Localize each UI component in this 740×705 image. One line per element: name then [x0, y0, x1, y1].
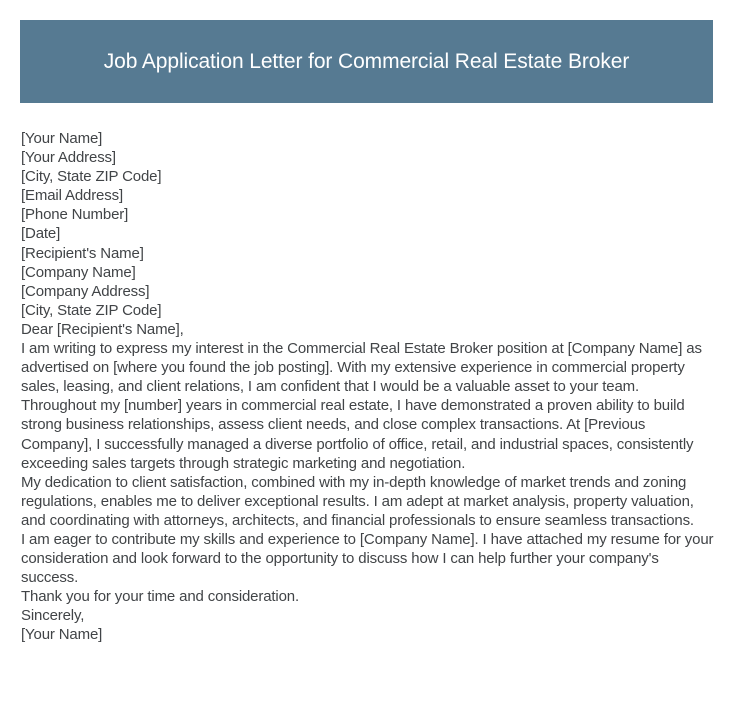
salutation: Dear [Recipient's Name], [21, 320, 184, 338]
closing-line: Thank you for your time and consideration. [21, 588, 300, 606]
address-line: [Phone Number] [21, 206, 129, 224]
address-line: [Company Address] [21, 282, 150, 300]
address-line: [Your Address] [21, 149, 116, 167]
address-line: [Email Address] [21, 187, 123, 205]
address-block [21, 129, 716, 320]
address-line: [Your Name] [21, 130, 103, 147]
signature: [Your Name] [21, 626, 103, 644]
address-line: [Recipient's Name] [21, 244, 144, 262]
letter-body [21, 129, 716, 645]
address-line: [Date] [21, 225, 61, 243]
address-line: [City, State ZIP Code] [21, 168, 162, 186]
letter-paragraph: I am writing to express my interest in the Commercial Real Estate Broker position at [Company Name] as advertised on [where you found the job posting]. With my extensive experience in commercial property sales, leasing, and client relations, I am confident that I would be a valuable asset to your team. [21, 340, 702, 396]
letter-paragraph: Throughout my [number] years in commercial real estate, I have demonstrated a proven ability to build strong business relationships, assess client needs, and close complex transactions. At [Previous Company], I successfully managed a diverse portfolio of office, retail, and industrial spaces, consistently exceeding sales targets through strategic marketing and negotiation. [21, 397, 694, 472]
page-title: Job Application Letter for Commercial Real Estate Broker [103, 49, 630, 73]
letter-paragraph: I am eager to contribute my skills and experience to [Company Name]. I have attached my resume for your consideration and look forward to the opportunity to discuss how I can help further your company's success. [21, 530, 714, 587]
signoff: Sincerely, [21, 607, 85, 625]
address-line: [City, State ZIP Code] [21, 301, 162, 319]
header-banner [20, 20, 713, 103]
address-line: [Company Name] [21, 263, 136, 281]
letter-paragraph: My dedication to client satisfaction, combined with my in-depth knowledge of market trends and zoning regulations, enables me to deliver exceptional results. I am adept at market analysis, property valuation, and coordinating with attorneys, architects, and financial professionals to ensure seamless transactions. [21, 473, 694, 529]
